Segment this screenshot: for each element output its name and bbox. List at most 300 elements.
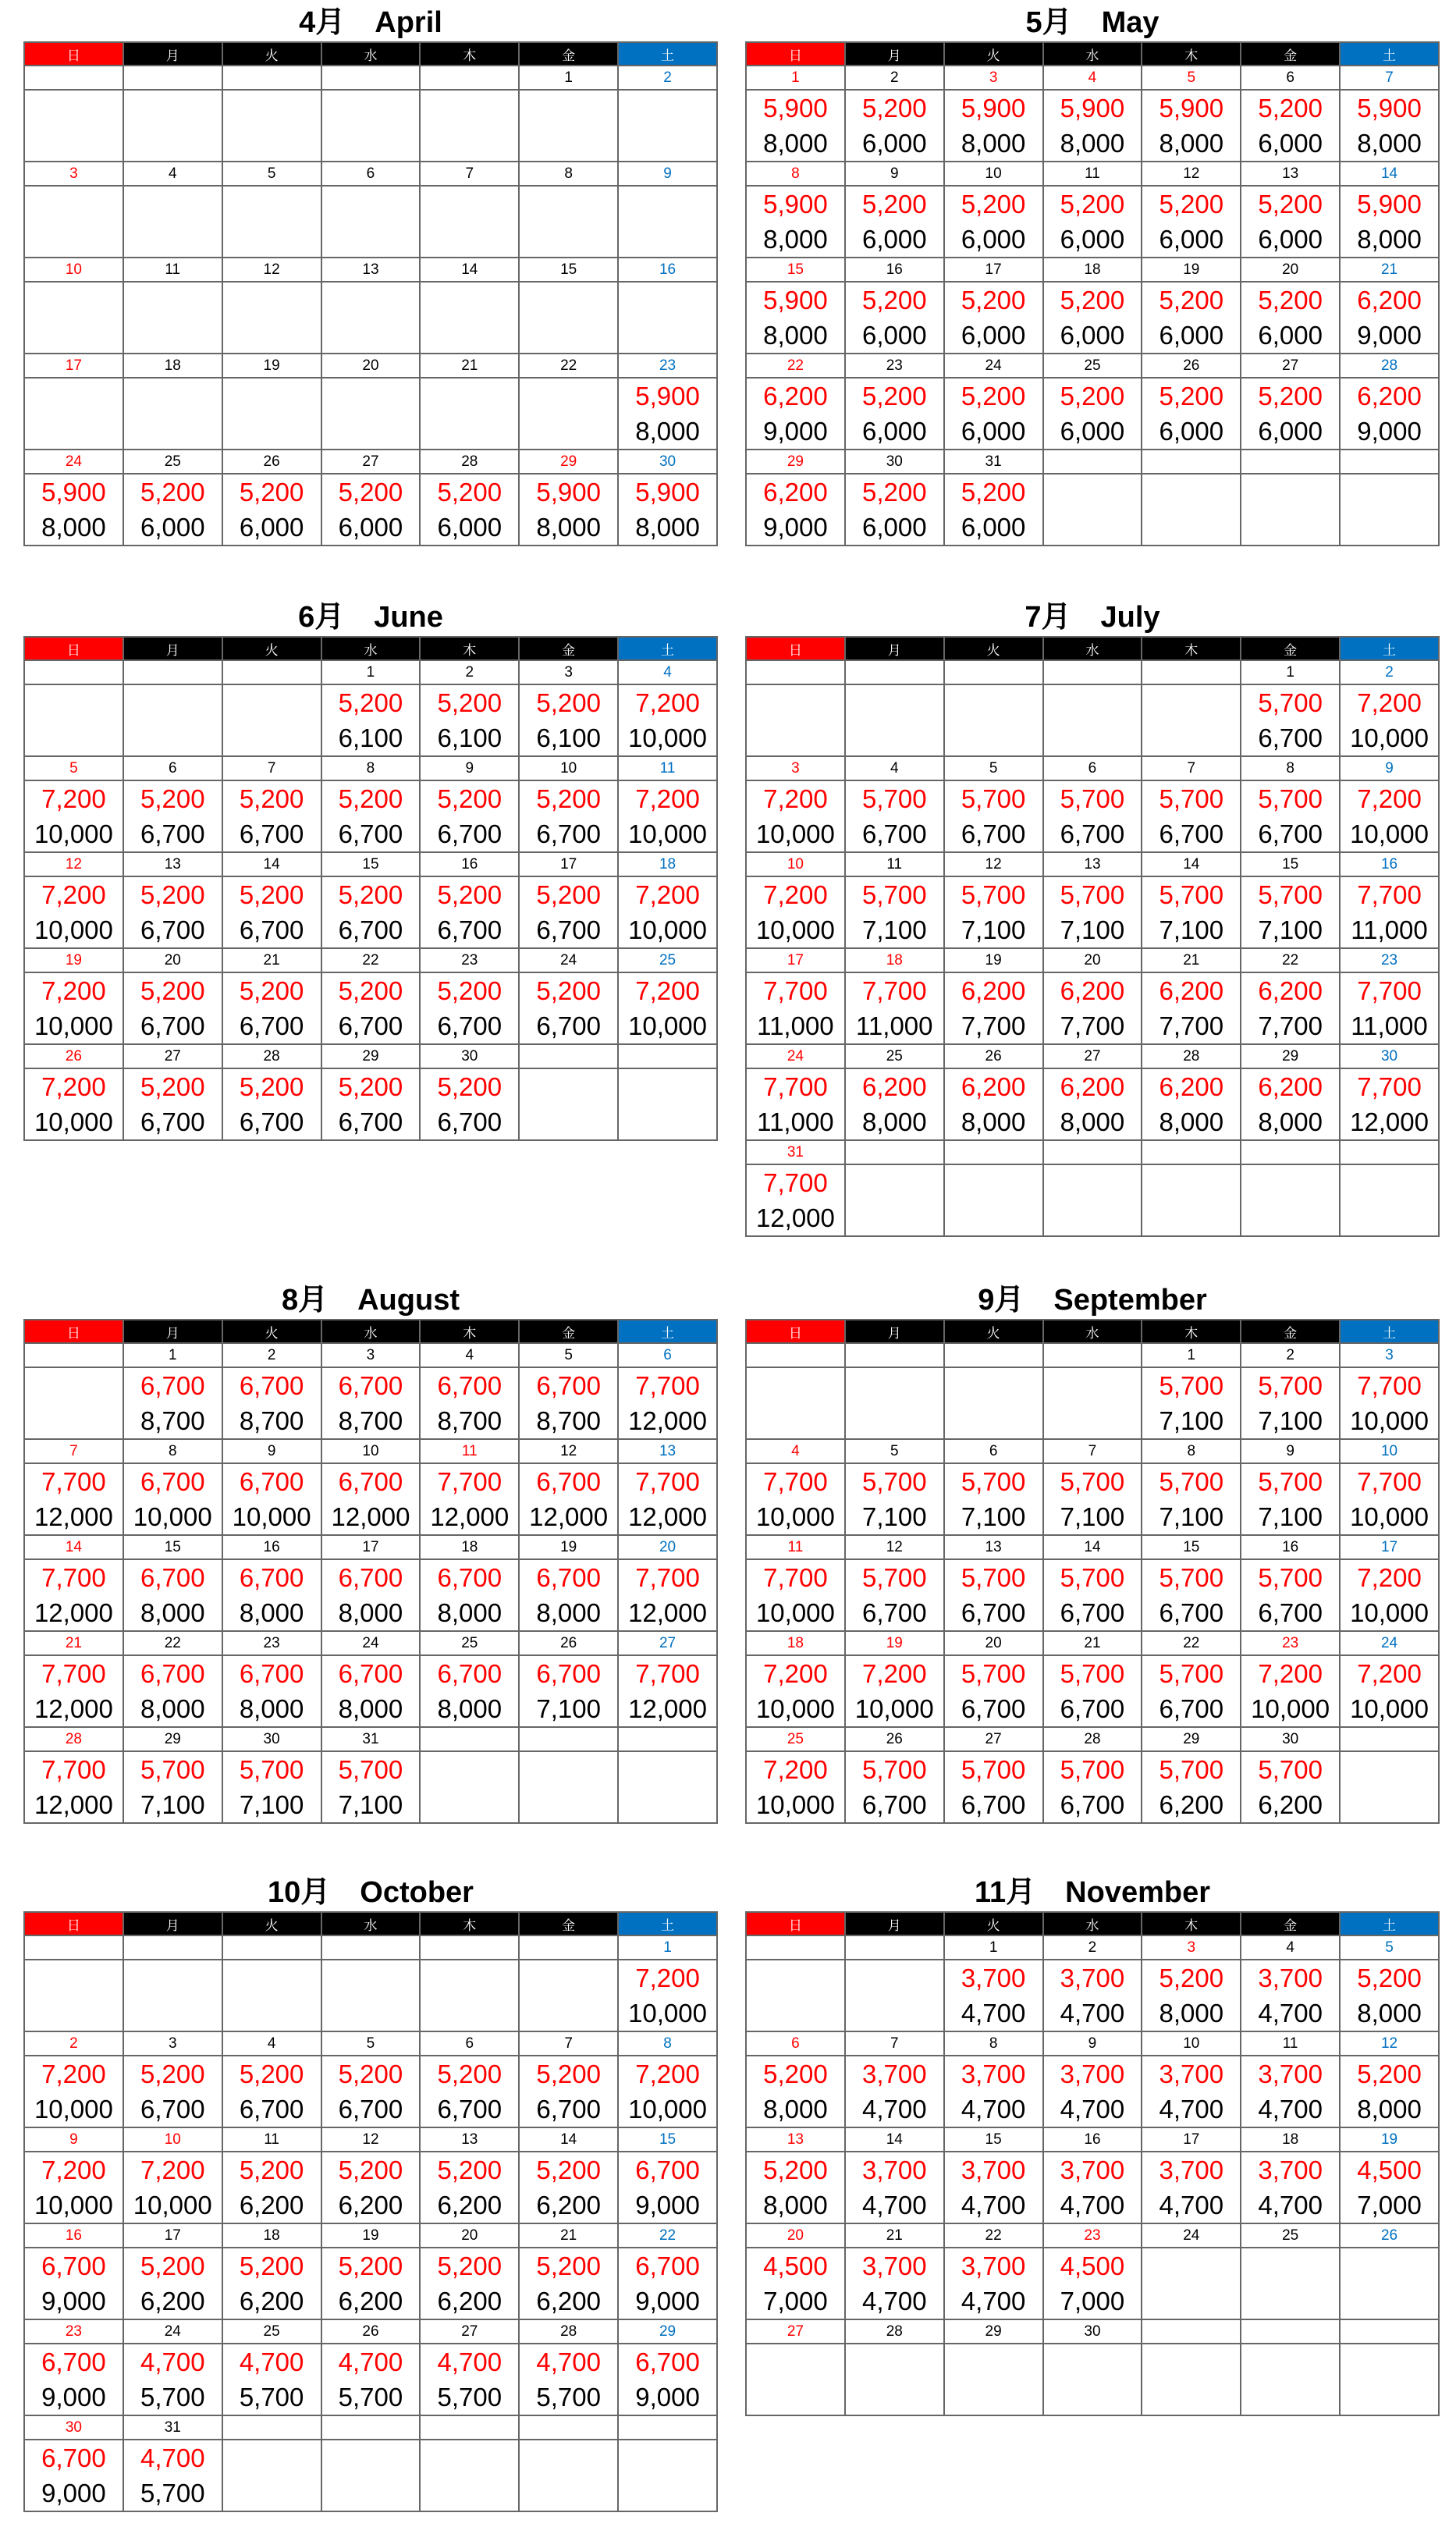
price-cell [618,186,717,258]
price-lower: 6,700 [437,915,502,944]
price-cell [1241,378,1340,450]
price-lower: 6,700 [140,1011,205,1040]
price-lower: 6,000 [1258,129,1323,158]
price-cell [845,2056,944,2127]
price-upper: 5,900 [1357,94,1422,123]
price-cell [746,2344,845,2415]
price-lower: 4,700 [1159,2095,1224,2124]
price-cell [618,1367,717,1439]
price-upper: 4,700 [338,2348,403,2376]
price-upper: 5,900 [763,286,828,315]
price-cell [618,474,717,546]
price-upper: 6,700 [140,1371,205,1400]
date-cell: 7 [1142,756,1241,780]
date-cell [1241,450,1340,474]
date-cell: 4 [222,2031,321,2056]
month-title: 10月 October [268,1876,474,1909]
price-cell [746,2248,845,2319]
price-upper: 6,700 [140,1563,205,1592]
date-row [746,450,1439,474]
date-cell: 6 [746,2031,845,2056]
price-lower: 6,700 [1060,1598,1125,1627]
price-lower: 11,000 [757,1107,834,1136]
date-cell [746,1343,845,1367]
date-row [24,1044,717,1068]
price-row [24,378,717,450]
date-cell: 15 [746,258,845,282]
price-upper: 5,700 [961,1563,1026,1592]
price-cell [420,972,519,1044]
price-lower: 8,000 [635,513,700,542]
date-cell: 5 [845,1439,944,1463]
date-cell: 9 [618,162,717,186]
date-cell: 29 [519,450,618,474]
weekday-header-row [746,1912,1439,1935]
price-lower: 6,700 [239,1011,304,1040]
price-upper: 5,200 [961,190,1026,219]
price-cell [24,90,123,162]
month-title: 9月 September [978,1284,1207,1317]
price-upper: 3,700 [1060,1964,1125,1992]
price-upper: 5,700 [1258,1371,1323,1400]
price-lower: 6,000 [861,129,927,158]
price-upper: 5,200 [140,880,205,909]
price-upper: 5,700 [961,784,1026,813]
price-cell [1241,876,1340,948]
price-lower: 8,700 [536,1406,601,1435]
price-upper: 5,700 [1060,784,1125,813]
weekday-header: 火 [944,1320,1043,1343]
price-cell [618,684,717,756]
date-cell: 14 [519,2127,618,2152]
weekday-header-row [746,1320,1439,1343]
price-cell [420,1559,519,1631]
price-upper: 5,200 [536,2060,601,2088]
price-lower: 9,000 [763,513,828,542]
price-row [746,1960,1439,2031]
price-cell [519,2056,618,2127]
date-row [746,660,1439,684]
price-cell [24,1655,123,1727]
price-lower: 6,000 [961,321,1026,350]
price-lower: 10,000 [628,819,707,848]
price-cell [519,684,618,756]
price-cell [1043,90,1142,162]
date-cell: 30 [618,450,717,474]
price-upper: 6,700 [338,1659,403,1688]
price-upper: 4,700 [536,2348,601,2376]
date-cell: 9 [420,756,519,780]
date-cell: 2 [1241,1343,1340,1367]
date-cell [123,66,222,90]
date-cell: 16 [24,2223,123,2248]
date-cell: 20 [420,2223,519,2248]
price-upper: 5,700 [1159,880,1224,909]
price-lower: 7,700 [1258,1011,1323,1040]
date-cell: 23 [1241,1631,1340,1655]
price-lower: 6,700 [338,1107,403,1136]
price-cell [123,1751,222,1823]
price-cell [845,186,944,258]
date-cell: 24 [123,2319,222,2344]
price-lower: 10,000 [1350,1406,1429,1435]
price-cell [519,1655,618,1727]
date-cell: 10 [123,2127,222,2152]
date-cell: 30 [1043,2319,1142,2344]
date-cell: 24 [1142,2223,1241,2248]
date-cell: 1 [618,1935,717,1960]
price-cell [618,282,717,354]
price-upper: 5,700 [1258,1467,1323,1496]
date-cell: 22 [618,2223,717,2248]
price-cell [1241,186,1340,258]
price-lower: 9,000 [41,2383,106,2411]
price-lower: 6,700 [1258,723,1323,752]
price-cell [1241,2152,1340,2223]
price-upper: 5,200 [1159,1964,1224,1992]
price-lower: 9,000 [41,2479,106,2507]
price-cell [1340,1463,1439,1535]
price-upper: 5,200 [437,688,502,717]
weekday-header: 水 [321,1320,421,1343]
date-cell: 11 [1241,2031,1340,2056]
price-lower: 9,000 [763,417,828,446]
price-lower: 6,700 [1060,819,1125,848]
price-upper: 6,700 [140,1659,205,1688]
price-cell [321,1960,421,2031]
price-upper: 5,700 [1159,784,1224,813]
price-lower: 6,100 [437,723,502,752]
weekday-header: 金 [519,1320,618,1343]
price-upper: 5,700 [961,1467,1026,1496]
price-lower: 4,700 [961,2287,1026,2316]
price-cell [222,2056,321,2127]
price-lower: 6,700 [961,1598,1026,1627]
price-lower: 8,000 [140,1694,205,1723]
calendar-table [23,1911,718,2512]
price-cell [222,1960,321,2031]
price-upper: 3,700 [1258,1964,1323,1992]
date-cell: 30 [845,450,944,474]
date-cell: 6 [618,1343,717,1367]
price-cell [1043,378,1142,450]
price-cell [321,1559,421,1631]
date-cell [1043,1343,1142,1367]
price-lower: 8,000 [1357,225,1422,254]
price-upper: 7,200 [635,2060,700,2088]
price-cell [519,474,618,546]
price-row [746,90,1439,162]
date-cell: 8 [519,162,618,186]
date-row [24,756,717,780]
date-cell [519,1044,618,1068]
price-cell [746,282,845,354]
price-upper: 6,200 [1060,976,1125,1005]
price-lower: 8,000 [1357,129,1422,158]
price-row [746,1367,1439,1439]
weekday-header: 金 [519,42,618,66]
price-cell [321,2344,421,2415]
price-lower: 4,700 [1060,2095,1125,2124]
price-cell [845,1164,944,1236]
date-row [24,1935,717,1960]
price-upper: 5,700 [961,1755,1026,1784]
price-upper: 5,200 [1060,286,1125,315]
price-row [746,1068,1439,1140]
weekday-header: 土 [1340,1320,1439,1343]
price-cell [1241,2248,1340,2319]
price-upper: 7,200 [1357,1563,1422,1592]
price-lower: 7,100 [1258,1406,1323,1435]
weekday-header: 木 [1142,1912,1241,1935]
date-cell: 15 [123,1535,222,1559]
price-upper: 7,200 [635,1964,700,1992]
date-cell [1241,1140,1340,1164]
date-cell: 15 [944,2127,1043,2152]
price-lower: 6,000 [1060,225,1125,254]
price-cell [420,684,519,756]
price-upper: 7,700 [763,1467,828,1496]
price-cell [519,1367,618,1439]
month-title: 7月 July [1025,601,1160,634]
weekday-header: 月 [123,42,222,66]
price-lower: 9,000 [41,2287,106,2316]
price-cell [123,2440,222,2511]
date-cell: 15 [1241,852,1340,876]
date-cell [519,1727,618,1751]
price-cell [1142,1559,1241,1631]
price-row [24,1960,717,2031]
price-cell [222,780,321,852]
price-cell [519,1559,618,1631]
price-lower: 6,000 [437,513,502,542]
date-cell: 12 [944,852,1043,876]
price-cell [420,876,519,948]
price-lower: 6,000 [861,417,927,446]
price-cell [24,378,123,450]
price-lower: 10,000 [628,1999,707,2028]
date-row [746,852,1439,876]
price-cell [845,90,944,162]
price-cell [746,1655,845,1727]
price-cell [123,1655,222,1727]
price-upper: 5,200 [1159,382,1224,411]
date-cell: 17 [1142,2127,1241,2152]
date-cell: 19 [1142,258,1241,282]
price-upper: 5,700 [1258,688,1323,717]
price-cell [1241,1960,1340,2031]
date-cell: 18 [746,1631,845,1655]
price-upper: 5,200 [338,880,403,909]
price-cell [845,1559,944,1631]
price-lower: 6,700 [1060,1694,1125,1723]
weekday-header: 日 [24,637,123,660]
date-cell: 9 [845,162,944,186]
price-row [746,2152,1439,2223]
price-upper: 3,700 [961,1964,1026,1992]
date-row [24,852,717,876]
date-cell: 23 [222,1631,321,1655]
price-lower: 6,700 [1159,819,1224,848]
price-cell [1340,2248,1439,2319]
price-cell [1241,780,1340,852]
price-upper: 5,200 [861,382,927,411]
price-cell [618,1655,717,1727]
price-upper: 6,700 [239,1563,304,1592]
date-cell: 16 [222,1535,321,1559]
price-cell [519,1463,618,1535]
date-cell: 9 [24,2127,123,2152]
price-cell [519,2152,618,2223]
date-cell [1142,450,1241,474]
price-cell [746,1751,845,1823]
price-lower: 8,000 [961,1107,1026,1136]
price-cell [123,2344,222,2415]
price-lower: 6,000 [239,513,304,542]
price-upper: 5,200 [338,478,403,506]
price-cell [618,2056,717,2127]
price-lower: 6,000 [861,321,927,350]
price-lower: 10,000 [1350,1598,1429,1627]
weekday-header: 月 [123,1320,222,1343]
price-lower: 10,000 [1350,819,1429,848]
price-lower: 6,700 [239,2095,304,2124]
date-cell: 18 [222,2223,321,2248]
price-upper: 6,700 [239,1659,304,1688]
price-upper: 7,200 [41,1072,106,1101]
price-lower: 12,000 [628,1694,707,1723]
price-cell [222,1367,321,1439]
price-lower: 8,000 [1159,1999,1224,2028]
price-lower: 8,000 [1060,129,1125,158]
price-lower: 11,000 [856,1011,933,1040]
price-cell [1241,2344,1340,2415]
price-lower: 6,700 [1258,1598,1323,1627]
date-cell [618,1727,717,1751]
date-cell: 16 [420,852,519,876]
price-cell [321,282,421,354]
price-lower: 7,100 [239,1790,304,1819]
date-cell: 27 [123,1044,222,1068]
date-cell: 16 [1241,1535,1340,1559]
price-upper: 5,700 [1258,880,1323,909]
date-cell: 26 [519,1631,618,1655]
date-cell: 13 [618,1439,717,1463]
date-cell: 26 [321,2319,421,2344]
date-cell: 28 [1043,1727,1142,1751]
date-cell: 14 [1340,162,1439,186]
price-lower: 9,000 [635,2287,700,2316]
date-cell: 14 [1142,852,1241,876]
date-cell: 2 [1340,660,1439,684]
price-upper: 7,200 [635,784,700,813]
weekday-header: 水 [321,1912,421,1935]
price-cell [1340,684,1439,756]
price-row [24,2056,717,2127]
price-upper: 4,700 [437,2348,502,2376]
date-cell: 20 [1241,258,1340,282]
date-cell: 26 [222,450,321,474]
price-upper: 7,700 [635,1467,700,1496]
date-cell: 13 [420,2127,519,2152]
date-cell: 27 [944,1727,1043,1751]
price-cell [944,1751,1043,1823]
price-row [24,1463,717,1535]
price-cell [1241,2056,1340,2127]
price-cell [222,2344,321,2415]
price-cell [1340,972,1439,1044]
price-cell [123,2152,222,2223]
price-cell [944,1463,1043,1535]
price-row [24,876,717,948]
price-upper: 5,200 [338,2156,403,2184]
weekday-header: 土 [1340,637,1439,660]
date-cell: 17 [746,948,845,972]
date-cell: 10 [24,258,123,282]
price-cell [321,1068,421,1140]
price-cell [845,780,944,852]
price-cell [1340,1960,1439,2031]
date-row [746,1631,1439,1655]
date-cell: 10 [1142,2031,1241,2056]
price-cell [1241,684,1340,756]
price-cell [1043,282,1142,354]
date-cell [24,1343,123,1367]
weekday-header: 日 [746,42,845,66]
price-cell [944,1559,1043,1631]
price-lower: 8,700 [140,1406,205,1435]
date-cell: 7 [420,162,519,186]
date-row [746,756,1439,780]
date-cell: 13 [321,258,421,282]
date-cell: 11 [618,756,717,780]
date-cell: 22 [1142,1631,1241,1655]
price-row [24,780,717,852]
date-cell: 30 [24,2415,123,2440]
price-cell [1340,2344,1439,2415]
weekday-header: 土 [618,42,717,66]
date-cell [618,1044,717,1068]
price-cell [746,972,845,1044]
price-lower: 8,000 [41,513,106,542]
calendar-table [745,636,1440,1237]
price-cell [746,1960,845,2031]
price-cell [24,684,123,756]
price-upper: 7,200 [41,880,106,909]
price-lower: 6,700 [1159,1694,1224,1723]
date-cell [1142,2319,1241,2344]
price-upper: 6,200 [1258,976,1323,1005]
price-lower: 8,000 [338,1598,403,1627]
price-lower: 10,000 [628,2095,707,2124]
price-lower: 8,000 [536,513,601,542]
date-cell: 4 [1241,1935,1340,1960]
price-cell [222,90,321,162]
date-cell: 13 [746,2127,845,2152]
price-upper: 6,700 [437,1563,502,1592]
price-cell [321,1655,421,1727]
date-row [24,162,717,186]
price-lower: 6,000 [861,513,927,542]
date-cell: 5 [24,756,123,780]
date-cell: 13 [1043,852,1142,876]
date-cell [420,1727,519,1751]
price-row [746,684,1439,756]
price-upper: 5,200 [338,2252,403,2280]
weekday-header: 木 [1142,1320,1241,1343]
price-lower: 6,700 [536,1011,601,1040]
price-lower: 10,000 [34,1107,113,1136]
